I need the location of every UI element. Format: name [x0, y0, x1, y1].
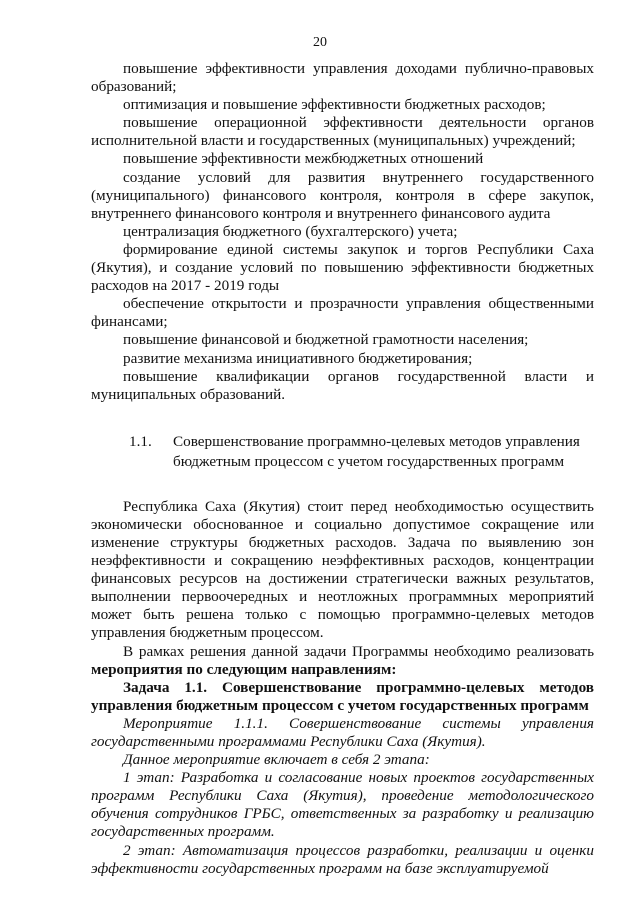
list-item: создание условий для развития внутреннего государственного (муниципального) финансового контроля, контроля в сфере закупок, внутреннего финансового контроля и внутреннего финансового аудита	[91, 168, 594, 222]
list-item: оптимизация и повышение эффективности бюджетных расходов;	[123, 96, 546, 114]
paragraph-lead: В рамках решения данной задачи Программы необходимо реализовать	[123, 642, 594, 660]
list-item: развитие механизма инициативного бюджетирования;	[123, 349, 473, 367]
list-item: повышение финансовой и бюджетной грамотности населения;	[123, 331, 529, 349]
paragraph: Республика Саха (Якутия) стоит перед необходимостью осуществить экономически обоснованное и социально допустимое сокращение или изменение структуры бюджетных расходов. Задача по выявлению зон неэффективности и сокращению неэффективных расходов, концентрации финансовых ресурсов на достижении стратегически важных результатов, выполнении первоочередных и неотложных программных мероприятий может быть решена только с помощью программно-целевых методов управления бюджетным процессом.	[91, 497, 594, 642]
paragraph	[91, 643, 594, 679]
paragraph-bold: мероприятия по следующим направлениям:	[91, 660, 397, 678]
section-number: 1.1.	[129, 432, 152, 450]
list-item: повышение эффективности управления доходами публично-правовых образований;	[91, 60, 594, 96]
stage-2-paragraph: 2 этап: Автоматизация процессов разработки, реализации и оценки эффективности государственных программ на базе эксплуатируемой	[91, 841, 594, 877]
document-body	[91, 60, 594, 878]
measure-paragraph: Мероприятие 1.1.1. Совершенствование системы управления государственными программами Республики Саха (Якутия).	[91, 714, 594, 750]
list-item: повышение квалификации органов государственной власти и муниципальных образований.	[91, 367, 594, 403]
list-item: централизация бюджетного (бухгалтерского) учета;	[123, 222, 458, 240]
task-heading: Задача 1.1. Совершенствование программно-целевых методов управления бюджетным процессом с учетом государственных программ	[91, 678, 594, 714]
stage-1-paragraph: 1 этап: Разработка и согласование новых проектов государственных программ Республики Саха (Якутия), проведение методологического обучения сотрудников ГРБС, ответственных за разработку и реализацию государственных программ.	[91, 769, 594, 841]
list-item: повышение операционной эффективности деятельности органов исполнительной власти и государственных (муниципальных) учреждений;	[91, 114, 594, 150]
list-item: обеспечение открытости и прозрачности управления общественными финансами;	[91, 295, 594, 331]
includes-paragraph: Данное мероприятие включает в себя 2 этапа:	[123, 751, 430, 769]
section-title-line1: Совершенствование программно-целевых методов управления	[173, 432, 580, 450]
page-number: 20	[313, 35, 327, 50]
section-heading	[129, 432, 594, 472]
section-title-line2: бюджетным процессом с учетом государственных программ	[173, 452, 565, 470]
list-item: формирование единой системы закупок и торгов Республики Саха (Якутия), и создание условий по повышению эффективности бюджетных расходов на 2017 - 2019 годы	[91, 240, 594, 295]
list-item: повышение эффективности межбюджетных отношений	[123, 150, 484, 168]
